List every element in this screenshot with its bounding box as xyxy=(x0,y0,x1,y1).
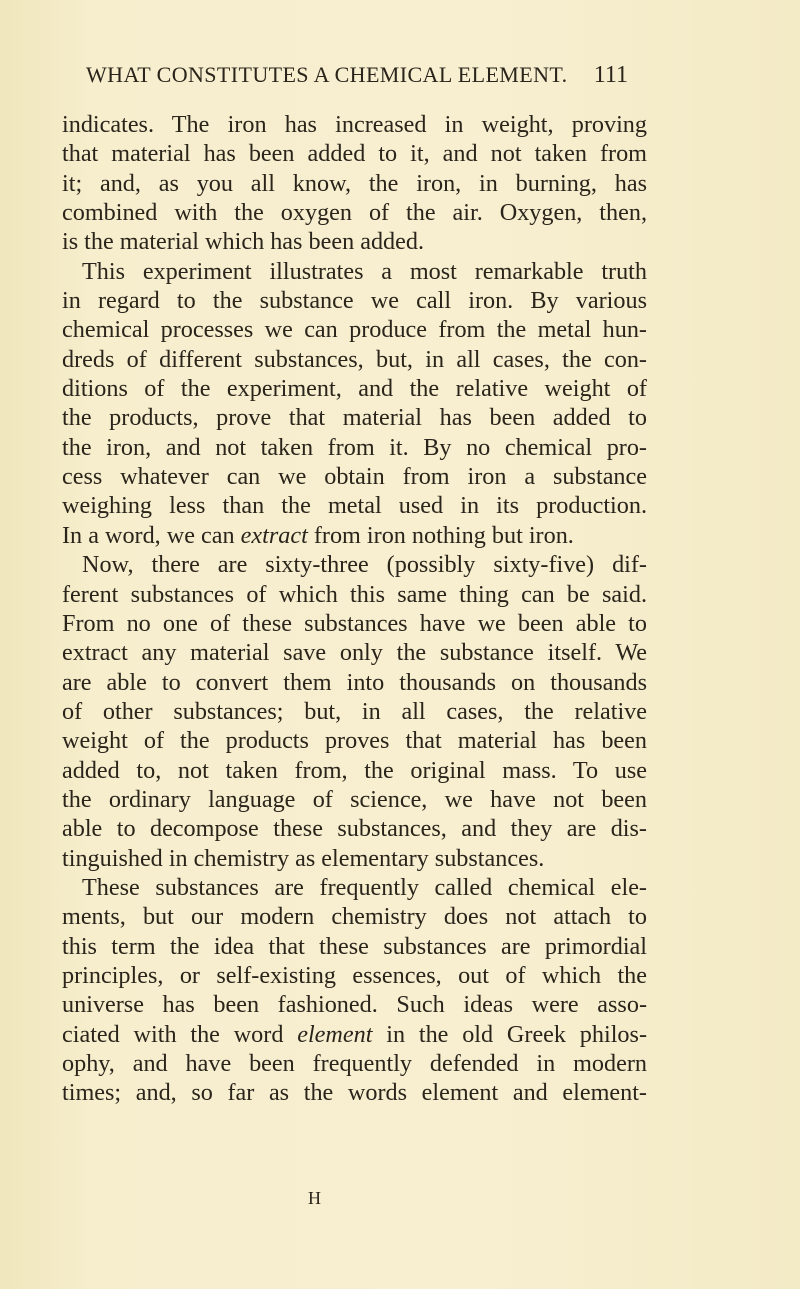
text-line: principles, or self-existing essences, out of which the xyxy=(62,961,647,989)
signature-mark: H xyxy=(308,1188,322,1208)
text-line: the ordinary language of science, we have not been xyxy=(62,785,647,813)
text-line: cess whatever can we obtain from iron a substance xyxy=(62,463,647,491)
text-line: it; and, as you all know, the iron, in burning, has xyxy=(62,169,647,197)
text-line xyxy=(62,521,647,550)
running-title: WHAT CONSTITUTES A CHEMICAL ELEMENT. xyxy=(86,62,568,87)
running-head xyxy=(86,62,646,96)
text-line: the iron, and not taken from it. By no chemical pro- xyxy=(62,433,647,461)
text-line: This experiment illustrates a most remarkable truth xyxy=(82,257,647,285)
text-line: are able to convert them into thousands on thousands xyxy=(62,668,647,696)
text-line: that material has been added to it, and not taken from xyxy=(62,140,647,168)
text-segment: from iron nothing but iron. xyxy=(307,521,574,549)
text-line: in regard to the substance we call iron. By various xyxy=(62,287,647,315)
text-line: ditions of the experiment, and the relative weight of xyxy=(62,375,647,403)
text-line: added to, not taken from, the original mass. To use xyxy=(62,756,647,784)
text-line: These substances are frequently called chemical ele- xyxy=(82,873,647,901)
text-line: universe has been fashioned. Such ideas were asso- xyxy=(62,991,647,1019)
text-line: is the material which has been added. xyxy=(62,228,425,256)
text-segment: in the old Greek philos- xyxy=(372,1020,647,1048)
text-line: of other substances; but, in all cases, the relative xyxy=(62,697,647,725)
text-line: From no one of these substances have we been able to xyxy=(62,609,647,637)
italic-term-extract: extract xyxy=(240,521,308,549)
text-line: chemical processes we can produce from the metal hun- xyxy=(62,316,647,344)
text-line: able to decompose these substances, and they are dis- xyxy=(62,815,647,843)
text-line: ments, but our modern chemistry does not attach to xyxy=(62,903,647,931)
text-line: weighing less than the metal used in its production. xyxy=(62,492,647,520)
text-line xyxy=(62,1020,647,1049)
text-line: the products, prove that material has been added to xyxy=(62,404,647,432)
text-line: Now, there are sixty-three (possibly sixty-five) dif- xyxy=(82,551,647,579)
italic-term-element: element xyxy=(297,1020,373,1048)
text-line: combined with the oxygen of the air. Oxygen, then, xyxy=(62,199,647,227)
text-segment: In a word, we can xyxy=(62,521,241,549)
text-line: extract any material save only the substance itself. We xyxy=(62,639,647,667)
text-line: indicates. The iron has increased in weight, proving xyxy=(62,111,647,138)
text-line: ophy, and have been frequently defended in modern xyxy=(62,1050,647,1077)
text-line: weight of the products proves that material has been xyxy=(62,727,647,755)
text-segment: ciated with the word xyxy=(62,1020,298,1048)
text-line: dreds of different substances, but, in all cases, the con- xyxy=(62,345,647,373)
text-line: tinguished in chemistry as elementary substances. xyxy=(62,844,545,872)
text-line: this term the idea that these substances are primordial xyxy=(62,932,647,960)
text-line: ferent substances of which this same thing can be said. xyxy=(62,580,647,608)
body-text xyxy=(62,110,647,1108)
page-number: 111 xyxy=(593,62,628,88)
text-line: times; and, so far as the words element and element- xyxy=(62,1079,647,1107)
